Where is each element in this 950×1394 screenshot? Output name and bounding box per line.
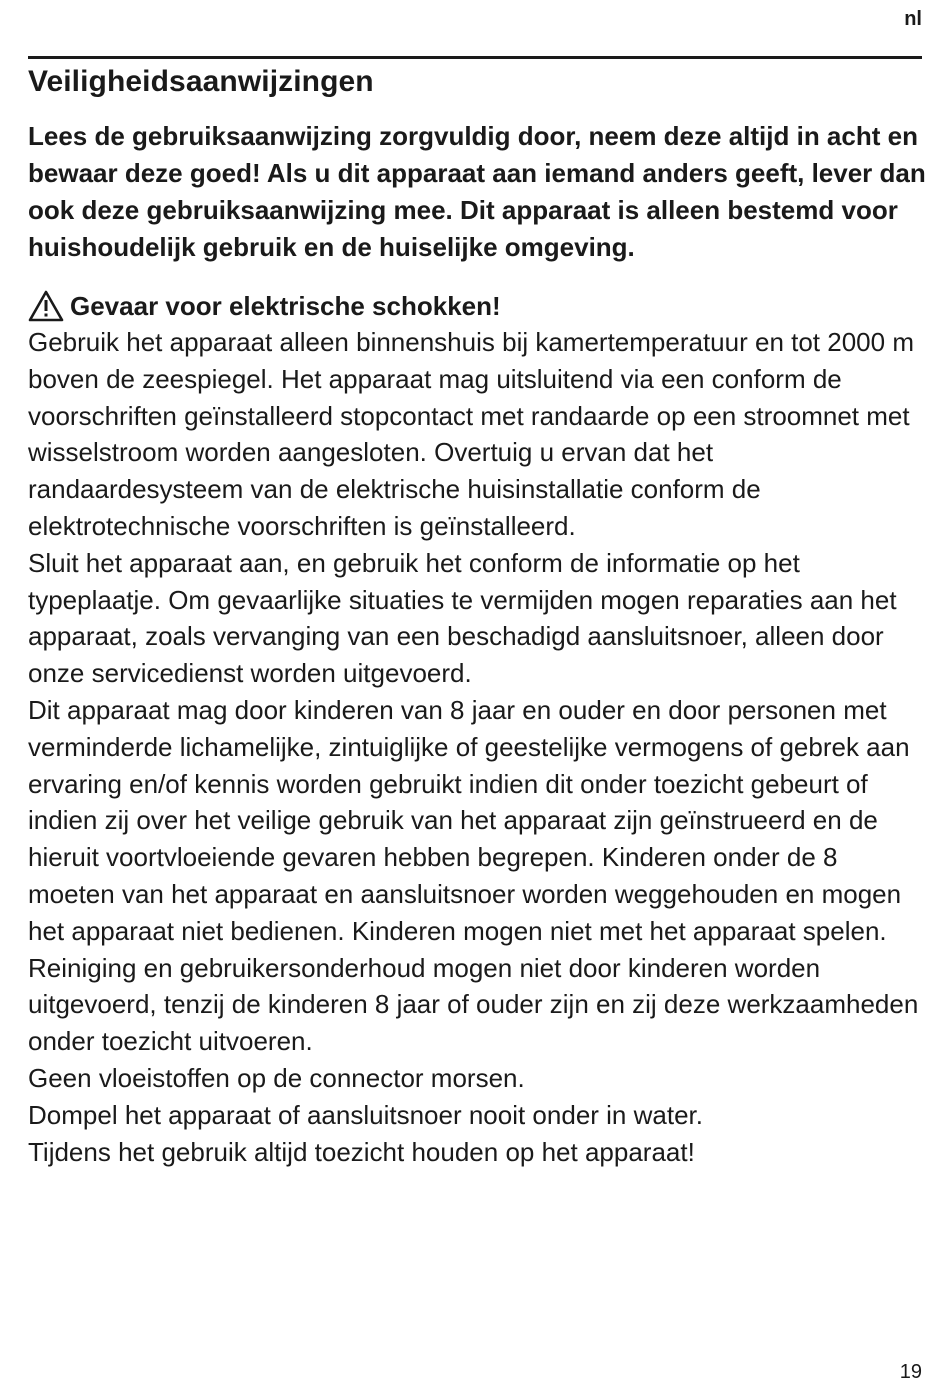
warning-heading-text: Gevaar voor elektrische schokken! [70,291,501,321]
safety-section [28,62,928,1170]
language-code: nl [904,8,922,30]
body-paragraph: Tijdens het gebruik altijd toezicht houden op het apparaat! [28,1136,695,1167]
warning-triangle-icon [28,290,64,322]
body-paragraph: Sluit het apparaat aan, en gebruik het conform de informatie op het typeplaatje. Om gevaarlijke situaties te vermijden mogen reparaties aan het apparaat, zoals vervanging van een beschadigd aansluitsnoer, alleen door onze servicedienst worden uitgevoerd. [28,547,897,689]
warning-heading [28,288,928,324]
intro-paragraph: Lees de gebruiksaanwijzing zorgvuldig door, neem deze altijd in acht en bewaar deze goed! Als u dit apparaat aan iemand anders geeft, lever dan ook deze gebruiksaanwijzing mee. Dit apparaat is alleen bestemd voor huishoudelijk gebruik en de huiselijke omgeving. [28,121,926,262]
header-rule [28,56,922,59]
body-paragraph: Dit apparaat mag door kinderen van 8 jaar en ouder en door personen met verminderde lichamelijke, zintuiglijke of geestelijke vermogens of gebrek aan ervaring en/of kennis worden gebruikt indien dit onder toezicht gebeurt of indien zij over het veilige gebruik van het apparaat zijn geïnstrueerd en de hieruit voortvloeiende gevaren hebben begrepen. Kinderen onder de 8 moeten van het apparaat en aansluitsnoer worden weggehouden en mogen het apparaat niet bedienen. Kinderen mogen niet met het apparaat spelen. [28,694,910,946]
body-paragraph: Geen vloeistoffen op de connector morsen. [28,1062,525,1093]
warning-body [28,324,928,1170]
body-paragraph: Reiniging en gebruikersonderhoud mogen niet door kinderen worden uitgevoerd, tenzij de kinderen 8 jaar of ouder zijn en zij deze werkzaamheden onder toezicht uitvoeren. [28,952,919,1057]
section-title: Veiligheidsaanwijzingen [28,65,374,98]
body-paragraph: Gebruik het apparaat alleen binnenshuis bij kamertemperatuur en tot 2000 m boven de zeespiegel. Het apparaat mag uitsluitend via een conform de voorschriften geïnstalleerd stopcontact met randaarde op een stroomnet met wisselstroom worden aangesloten. Overtuig u ervan dat het randaardesysteem van de elektrische huisinstallatie conform de elektrotechnische voorschriften is geïnstalleerd. [28,327,914,541]
body-paragraph: Dompel het apparaat of aansluitsnoer nooit onder in water. [28,1099,703,1130]
page-number: 19 [899,1361,922,1383]
